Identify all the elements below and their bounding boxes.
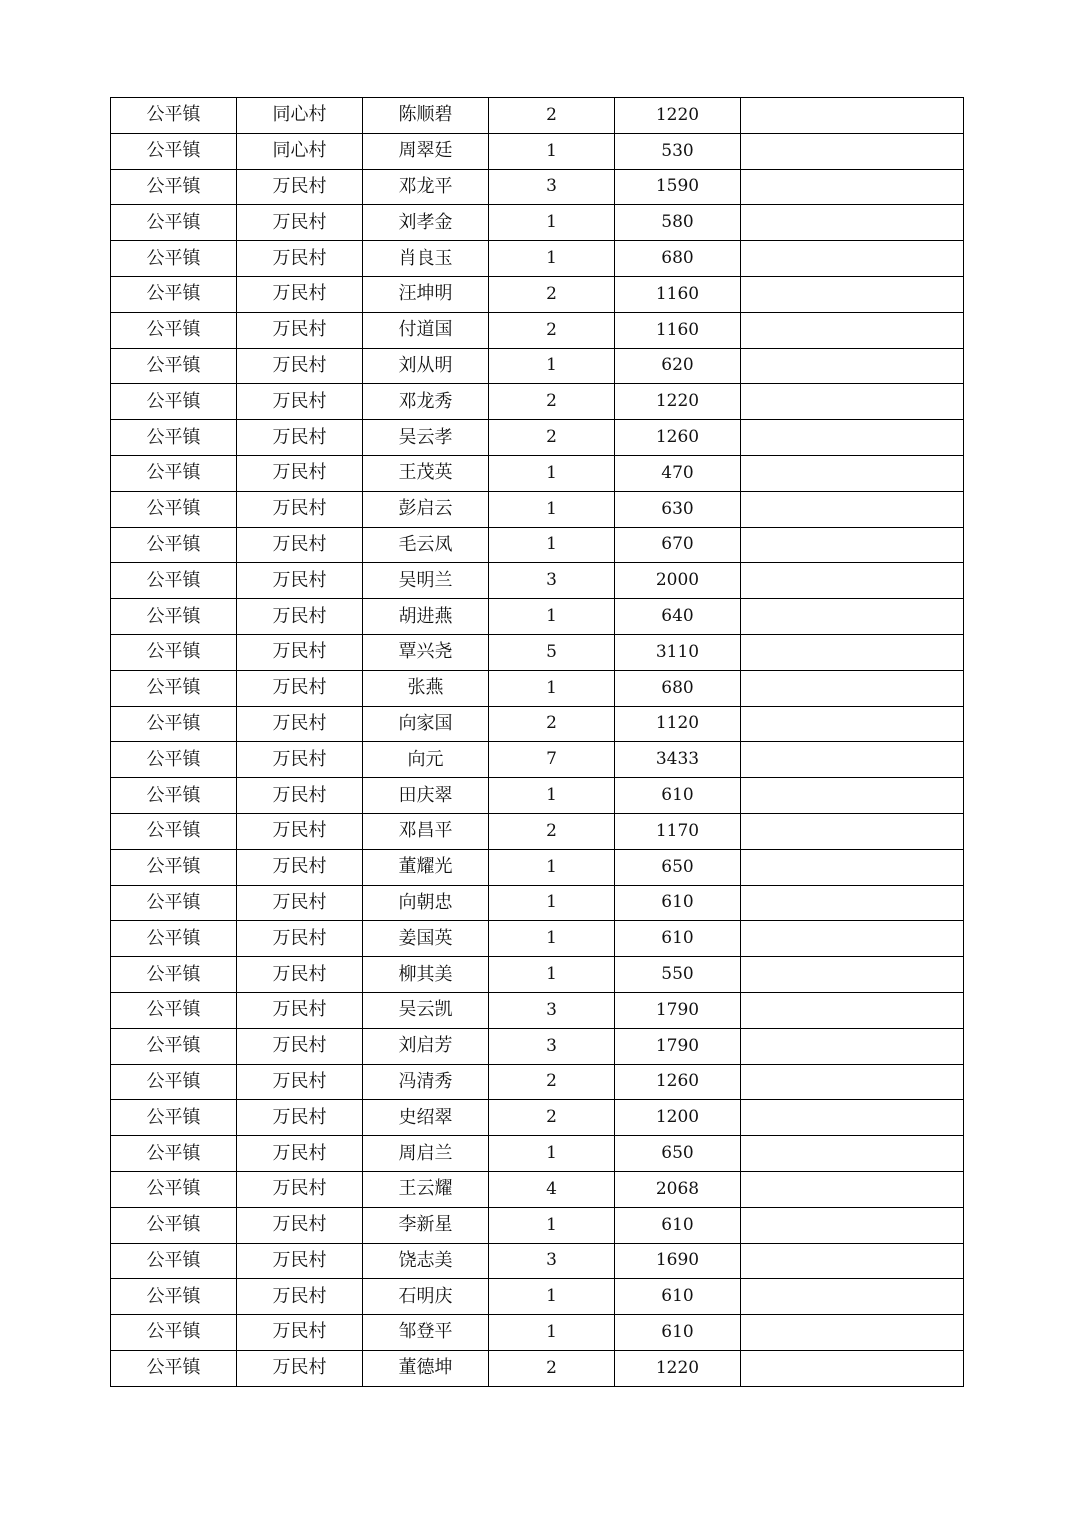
- town-cell: 公平镇: [111, 205, 237, 241]
- table-row: [111, 885, 964, 921]
- household-size-cell: 1: [489, 133, 615, 169]
- town-cell: 公平镇: [111, 1279, 237, 1315]
- household-size-cell: 1: [489, 491, 615, 527]
- village-cell: 万民村: [237, 957, 363, 993]
- table-row: [111, 1171, 964, 1207]
- village-cell: 万民村: [237, 1136, 363, 1172]
- household-size-cell: 1: [489, 527, 615, 563]
- name-cell: 周翠廷: [363, 133, 489, 169]
- amount-cell: 470: [615, 455, 741, 491]
- town-cell: 公平镇: [111, 527, 237, 563]
- name-cell: 覃兴尧: [363, 634, 489, 670]
- remark-cell: [741, 1350, 964, 1386]
- village-cell: 万民村: [237, 384, 363, 420]
- household-size-cell: 4: [489, 1171, 615, 1207]
- table-row: [111, 527, 964, 563]
- town-cell: 公平镇: [111, 992, 237, 1028]
- household-size-cell: 7: [489, 742, 615, 778]
- town-cell: 公平镇: [111, 384, 237, 420]
- town-cell: 公平镇: [111, 312, 237, 348]
- name-cell: 邹登平: [363, 1315, 489, 1351]
- village-cell: 万民村: [237, 849, 363, 885]
- village-cell: 万民村: [237, 634, 363, 670]
- remark-cell: [741, 706, 964, 742]
- table-row: [111, 420, 964, 456]
- village-cell: 同心村: [237, 98, 363, 134]
- town-cell: 公平镇: [111, 1207, 237, 1243]
- village-cell: 万民村: [237, 276, 363, 312]
- name-cell: 毛云凤: [363, 527, 489, 563]
- table-row: [111, 1028, 964, 1064]
- amount-cell: 1790: [615, 992, 741, 1028]
- village-cell: 万民村: [237, 491, 363, 527]
- town-cell: 公平镇: [111, 455, 237, 491]
- village-cell: 万民村: [237, 992, 363, 1028]
- household-size-cell: 1: [489, 205, 615, 241]
- table-row: [111, 1315, 964, 1351]
- household-table: [110, 97, 964, 1387]
- village-cell: 万民村: [237, 241, 363, 277]
- amount-cell: 2068: [615, 1171, 741, 1207]
- amount-cell: 670: [615, 527, 741, 563]
- table-row: [111, 992, 964, 1028]
- remark-cell: [741, 169, 964, 205]
- name-cell: 邓昌平: [363, 813, 489, 849]
- village-cell: 万民村: [237, 563, 363, 599]
- amount-cell: 680: [615, 670, 741, 706]
- town-cell: 公平镇: [111, 957, 237, 993]
- table-row: [111, 563, 964, 599]
- household-size-cell: 5: [489, 634, 615, 670]
- table-row: [111, 634, 964, 670]
- town-cell: 公平镇: [111, 634, 237, 670]
- village-cell: 万民村: [237, 670, 363, 706]
- name-cell: 陈顺碧: [363, 98, 489, 134]
- name-cell: 肖良玉: [363, 241, 489, 277]
- remark-cell: [741, 563, 964, 599]
- name-cell: 汪坤明: [363, 276, 489, 312]
- town-cell: 公平镇: [111, 670, 237, 706]
- name-cell: 彭启云: [363, 491, 489, 527]
- table-row: [111, 133, 964, 169]
- town-cell: 公平镇: [111, 599, 237, 635]
- village-cell: 万民村: [237, 1279, 363, 1315]
- table-row: [111, 455, 964, 491]
- household-size-cell: 1: [489, 957, 615, 993]
- amount-cell: 1690: [615, 1243, 741, 1279]
- household-size-cell: 1: [489, 778, 615, 814]
- household-size-cell: 1: [489, 1207, 615, 1243]
- remark-cell: [741, 133, 964, 169]
- town-cell: 公平镇: [111, 1350, 237, 1386]
- amount-cell: 620: [615, 348, 741, 384]
- village-cell: 万民村: [237, 1028, 363, 1064]
- amount-cell: 1220: [615, 1350, 741, 1386]
- household-size-cell: 1: [489, 670, 615, 706]
- village-cell: 万民村: [237, 1064, 363, 1100]
- table-row: [111, 1243, 964, 1279]
- town-cell: 公平镇: [111, 885, 237, 921]
- town-cell: 公平镇: [111, 169, 237, 205]
- village-cell: 万民村: [237, 169, 363, 205]
- remark-cell: [741, 241, 964, 277]
- town-cell: 公平镇: [111, 1064, 237, 1100]
- amount-cell: 630: [615, 491, 741, 527]
- household-size-cell: 2: [489, 1350, 615, 1386]
- amount-cell: 550: [615, 957, 741, 993]
- name-cell: 邓龙平: [363, 169, 489, 205]
- remark-cell: [741, 205, 964, 241]
- table-body: [111, 98, 964, 1387]
- amount-cell: 1200: [615, 1100, 741, 1136]
- amount-cell: 530: [615, 133, 741, 169]
- village-cell: 万民村: [237, 1207, 363, 1243]
- name-cell: 周启兰: [363, 1136, 489, 1172]
- remark-cell: [741, 455, 964, 491]
- village-cell: 万民村: [237, 885, 363, 921]
- amount-cell: 610: [615, 778, 741, 814]
- town-cell: 公平镇: [111, 1136, 237, 1172]
- town-cell: 公平镇: [111, 241, 237, 277]
- remark-cell: [741, 1279, 964, 1315]
- amount-cell: 1220: [615, 98, 741, 134]
- household-size-cell: 3: [489, 992, 615, 1028]
- town-cell: 公平镇: [111, 276, 237, 312]
- village-cell: 万民村: [237, 599, 363, 635]
- village-cell: 万民村: [237, 1315, 363, 1351]
- remark-cell: [741, 1064, 964, 1100]
- remark-cell: [741, 491, 964, 527]
- town-cell: 公平镇: [111, 420, 237, 456]
- household-size-cell: 2: [489, 1100, 615, 1136]
- table-row: [111, 1279, 964, 1315]
- town-cell: 公平镇: [111, 849, 237, 885]
- name-cell: 胡进燕: [363, 599, 489, 635]
- household-size-cell: 1: [489, 1136, 615, 1172]
- table-row: [111, 778, 964, 814]
- name-cell: 刘从明: [363, 348, 489, 384]
- name-cell: 向元: [363, 742, 489, 778]
- remark-cell: [741, 957, 964, 993]
- amount-cell: 1220: [615, 384, 741, 420]
- remark-cell: [741, 849, 964, 885]
- remark-cell: [741, 420, 964, 456]
- amount-cell: 580: [615, 205, 741, 241]
- amount-cell: 1260: [615, 420, 741, 456]
- town-cell: 公平镇: [111, 563, 237, 599]
- amount-cell: 1170: [615, 813, 741, 849]
- amount-cell: 2000: [615, 563, 741, 599]
- household-size-cell: 1: [489, 241, 615, 277]
- table-row: [111, 241, 964, 277]
- table-row: [111, 205, 964, 241]
- remark-cell: [741, 992, 964, 1028]
- table-row: [111, 348, 964, 384]
- town-cell: 公平镇: [111, 1243, 237, 1279]
- name-cell: 张燕: [363, 670, 489, 706]
- name-cell: 吴云孝: [363, 420, 489, 456]
- amount-cell: 610: [615, 1315, 741, 1351]
- village-cell: 万民村: [237, 420, 363, 456]
- name-cell: 饶志美: [363, 1243, 489, 1279]
- table-row: [111, 98, 964, 134]
- name-cell: 姜国英: [363, 921, 489, 957]
- town-cell: 公平镇: [111, 1315, 237, 1351]
- name-cell: 邓龙秀: [363, 384, 489, 420]
- name-cell: 董德坤: [363, 1350, 489, 1386]
- remark-cell: [741, 1243, 964, 1279]
- remark-cell: [741, 885, 964, 921]
- amount-cell: 650: [615, 1136, 741, 1172]
- name-cell: 吴明兰: [363, 563, 489, 599]
- name-cell: 冯清秀: [363, 1064, 489, 1100]
- town-cell: 公平镇: [111, 742, 237, 778]
- household-size-cell: 3: [489, 563, 615, 599]
- town-cell: 公平镇: [111, 921, 237, 957]
- remark-cell: [741, 599, 964, 635]
- household-size-cell: 2: [489, 98, 615, 134]
- remark-cell: [741, 670, 964, 706]
- town-cell: 公平镇: [111, 813, 237, 849]
- table-row: [111, 1350, 964, 1386]
- amount-cell: 3433: [615, 742, 741, 778]
- table-row: [111, 312, 964, 348]
- remark-cell: [741, 1100, 964, 1136]
- amount-cell: 1160: [615, 276, 741, 312]
- village-cell: 万民村: [237, 348, 363, 384]
- household-size-cell: 2: [489, 312, 615, 348]
- remark-cell: [741, 1207, 964, 1243]
- remark-cell: [741, 742, 964, 778]
- amount-cell: 640: [615, 599, 741, 635]
- name-cell: 柳其美: [363, 957, 489, 993]
- household-size-cell: 3: [489, 169, 615, 205]
- amount-cell: 1160: [615, 312, 741, 348]
- table-row: [111, 957, 964, 993]
- household-size-cell: 1: [489, 599, 615, 635]
- name-cell: 石明庆: [363, 1279, 489, 1315]
- name-cell: 史绍翠: [363, 1100, 489, 1136]
- table-row: [111, 1100, 964, 1136]
- town-cell: 公平镇: [111, 1171, 237, 1207]
- name-cell: 王云耀: [363, 1171, 489, 1207]
- name-cell: 李新星: [363, 1207, 489, 1243]
- town-cell: 公平镇: [111, 706, 237, 742]
- remark-cell: [741, 921, 964, 957]
- name-cell: 吴云凯: [363, 992, 489, 1028]
- household-size-cell: 2: [489, 276, 615, 312]
- name-cell: 刘孝金: [363, 205, 489, 241]
- remark-cell: [741, 1136, 964, 1172]
- amount-cell: 610: [615, 885, 741, 921]
- table-row: [111, 1136, 964, 1172]
- town-cell: 公平镇: [111, 133, 237, 169]
- table-row: [111, 169, 964, 205]
- table-row: [111, 706, 964, 742]
- amount-cell: 1790: [615, 1028, 741, 1064]
- remark-cell: [741, 527, 964, 563]
- amount-cell: 680: [615, 241, 741, 277]
- amount-cell: 610: [615, 1279, 741, 1315]
- household-size-cell: 2: [489, 420, 615, 456]
- name-cell: 付道国: [363, 312, 489, 348]
- table-row: [111, 813, 964, 849]
- amount-cell: 1260: [615, 1064, 741, 1100]
- amount-cell: 610: [615, 1207, 741, 1243]
- household-size-cell: 2: [489, 813, 615, 849]
- table-row: [111, 849, 964, 885]
- amount-cell: 1120: [615, 706, 741, 742]
- table-row: [111, 384, 964, 420]
- village-cell: 万民村: [237, 742, 363, 778]
- village-cell: 万民村: [237, 312, 363, 348]
- amount-cell: 3110: [615, 634, 741, 670]
- household-size-cell: 1: [489, 1315, 615, 1351]
- remark-cell: [741, 813, 964, 849]
- household-size-cell: 2: [489, 1064, 615, 1100]
- table-row: [111, 742, 964, 778]
- remark-cell: [741, 98, 964, 134]
- town-cell: 公平镇: [111, 98, 237, 134]
- village-cell: 万民村: [237, 1100, 363, 1136]
- town-cell: 公平镇: [111, 348, 237, 384]
- remark-cell: [741, 276, 964, 312]
- remark-cell: [741, 1028, 964, 1064]
- town-cell: 公平镇: [111, 491, 237, 527]
- name-cell: 刘启芳: [363, 1028, 489, 1064]
- village-cell: 万民村: [237, 921, 363, 957]
- table-row: [111, 670, 964, 706]
- household-size-cell: 3: [489, 1028, 615, 1064]
- town-cell: 公平镇: [111, 778, 237, 814]
- name-cell: 向朝忠: [363, 885, 489, 921]
- village-cell: 同心村: [237, 133, 363, 169]
- table-row: [111, 599, 964, 635]
- remark-cell: [741, 312, 964, 348]
- table-row: [111, 921, 964, 957]
- remark-cell: [741, 1315, 964, 1351]
- remark-cell: [741, 1171, 964, 1207]
- town-cell: 公平镇: [111, 1028, 237, 1064]
- village-cell: 万民村: [237, 813, 363, 849]
- amount-cell: 610: [615, 921, 741, 957]
- village-cell: 万民村: [237, 778, 363, 814]
- village-cell: 万民村: [237, 205, 363, 241]
- remark-cell: [741, 778, 964, 814]
- table-row: [111, 491, 964, 527]
- household-size-cell: 1: [489, 348, 615, 384]
- household-size-cell: 1: [489, 885, 615, 921]
- household-size-cell: 2: [489, 706, 615, 742]
- village-cell: 万民村: [237, 455, 363, 491]
- village-cell: 万民村: [237, 706, 363, 742]
- amount-cell: 1590: [615, 169, 741, 205]
- town-cell: 公平镇: [111, 1100, 237, 1136]
- name-cell: 董耀光: [363, 849, 489, 885]
- amount-cell: 650: [615, 849, 741, 885]
- table-row: [111, 1207, 964, 1243]
- village-cell: 万民村: [237, 527, 363, 563]
- name-cell: 向家国: [363, 706, 489, 742]
- household-size-cell: 1: [489, 921, 615, 957]
- household-size-cell: 1: [489, 1279, 615, 1315]
- household-size-cell: 1: [489, 455, 615, 491]
- household-size-cell: 1: [489, 849, 615, 885]
- village-cell: 万民村: [237, 1171, 363, 1207]
- village-cell: 万民村: [237, 1243, 363, 1279]
- remark-cell: [741, 634, 964, 670]
- remark-cell: [741, 348, 964, 384]
- household-size-cell: 3: [489, 1243, 615, 1279]
- table-row: [111, 1064, 964, 1100]
- household-size-cell: 2: [489, 384, 615, 420]
- name-cell: 王茂英: [363, 455, 489, 491]
- name-cell: 田庆翠: [363, 778, 489, 814]
- village-cell: 万民村: [237, 1350, 363, 1386]
- remark-cell: [741, 384, 964, 420]
- table-row: [111, 276, 964, 312]
